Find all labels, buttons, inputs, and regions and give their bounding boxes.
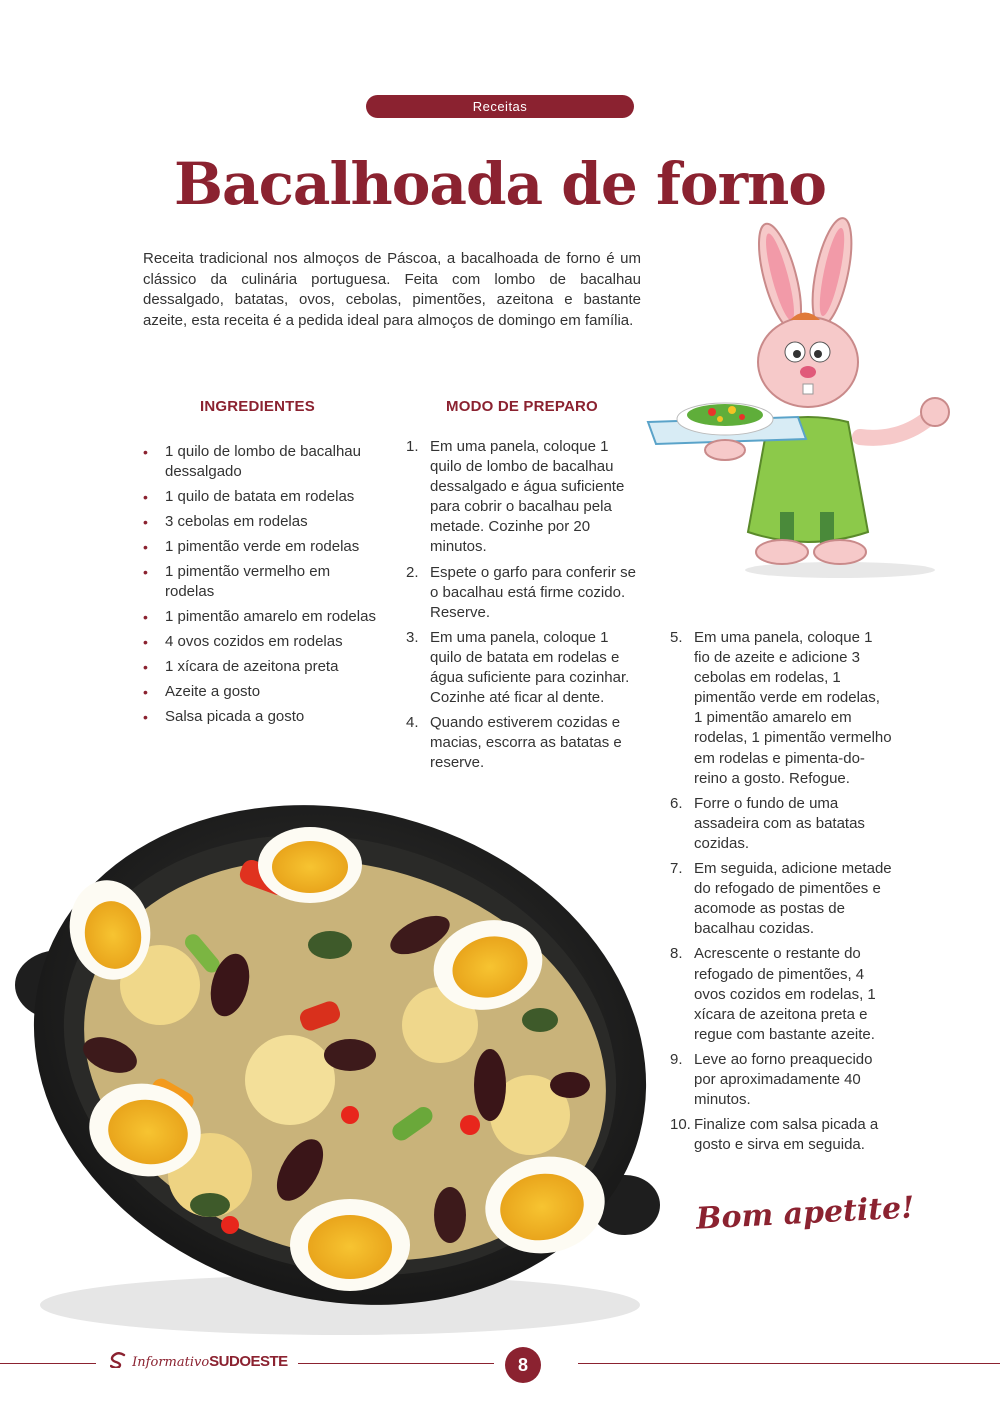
step-text: Quando estiverem cozidas e macias, escorra as batatas e reserve.: [430, 714, 622, 772]
step-number: 10.: [670, 1116, 691, 1134]
footer-brand: [110, 1352, 288, 1370]
list-item: [406, 563, 642, 623]
list-item: • Salsa picada a gosto: [143, 707, 383, 727]
easter-bunny-illustration: [640, 212, 970, 582]
list-item: [670, 794, 892, 854]
list-item: [670, 1115, 892, 1155]
step-text: Espete o garfo para conferir se o bacalhau está firme cozido. Reserve.: [430, 563, 636, 621]
list-item: • 4 ovos cozidos em rodelas: [143, 632, 383, 652]
preparation-heading: MODO DE PREPARO: [446, 398, 598, 415]
footer-rule-right: [578, 1363, 1000, 1364]
step-text: Em seguida, adicione metade do refogado de pimentões e acomode as postas de bacalhau cozidas.: [694, 860, 892, 938]
step-number: 2.: [406, 563, 419, 581]
list-item: • 1 pimentão vermelho em rodelas: [143, 562, 383, 602]
preparation-steps-col2: [670, 628, 892, 1160]
brand-bold: SUDOESTE: [209, 1353, 288, 1370]
step-number: 9.: [670, 1050, 683, 1068]
section-label: Receitas: [366, 95, 634, 118]
footer-rule-left: [0, 1363, 96, 1364]
list-item: [670, 944, 892, 1044]
page-number: 8: [505, 1347, 541, 1383]
list-item: [670, 1050, 892, 1110]
page-title: Bacalhoada de forno: [174, 150, 826, 218]
list-item: [406, 437, 642, 558]
list-item: • 1 quilo de batata em rodelas: [143, 487, 383, 507]
list-item: • 3 cebolas em rodelas: [143, 512, 383, 532]
list-item: [670, 859, 892, 939]
closing-message: Bom apetite!: [695, 1190, 916, 1237]
ingredients-heading: INGREDIENTES: [200, 398, 315, 415]
list-item: • 1 quilo de lombo de bacalhau dessalgado: [143, 442, 383, 482]
list-item: • 1 pimentão verde em rodelas: [143, 537, 383, 557]
step-text: Forre o fundo de uma assadeira com as batatas cozidas.: [694, 794, 865, 852]
list-item: [670, 628, 892, 789]
step-number: 8.: [670, 945, 683, 963]
step-text: Em uma panela, coloque 1 quilo de lombo de bacalhau dessalgado e água suficiente para cobrir o bacalhau pela metade. Cozinhe por 20 minutos.: [430, 438, 625, 556]
list-item: [406, 628, 642, 708]
footer-rule-mid: [298, 1363, 494, 1364]
step-number: 5.: [670, 629, 683, 646]
brand-script: Informativo: [132, 1355, 210, 1370]
list-item: [406, 713, 642, 773]
preparation-steps-col1: [406, 437, 642, 779]
ingredients-list: [143, 442, 383, 732]
step-text: Em uma panela, coloque 1 quilo de batata em rodelas e água suficiente para cozinhar. Cozinhe até ficar al dente.: [430, 628, 630, 707]
bacalhoada-dish-photo: [10, 785, 660, 1345]
intro-paragraph: Receita tradicional nos almoços de Páscoa, a bacalhoada de forno é um clássico da culinária portuguesa. Feita com lombo de bacalhau dessalgado, batatas, ovos, cebolas, pimentões, azeitona e bastante azeite, esta receita é a pedida ideal para almoços de domingo em família.: [143, 250, 641, 329]
list-item: • Azeite a gosto: [143, 682, 383, 702]
step-number: 4.: [406, 714, 419, 732]
step-text: Acrescente o restante do refogado de pimentões, 4 ovos cozidos em rodelas, 1 xícara de azeitona preta e regue com bastante azeite.: [694, 945, 876, 1043]
step-text: Leve ao forno preaquecido por aproximadamente 40 minutos.: [694, 1050, 873, 1109]
step-number: 6.: [670, 794, 683, 812]
sudoeste-logo-icon: [110, 1352, 128, 1368]
step-number: 3.: [406, 628, 419, 646]
step-number: 7.: [670, 860, 683, 878]
step-number: 1.: [406, 438, 419, 455]
list-item: • 1 pimentão amarelo em rodelas: [143, 607, 383, 627]
step-text: Em uma panela, coloque 1 fio de azeite e adicione 3 cebolas em rodelas, 1 pimentão verde em rodelas, 1 pimentão amarelo em rodelas, 1 pimentão vermelho em rodelas e pimenta-do-reino a gosto. Refogue.: [694, 629, 892, 787]
step-text: Finalize com salsa picada a gosto e sirva em seguida.: [694, 1116, 879, 1154]
list-item: • 1 xícara de azeitona preta: [143, 657, 383, 677]
